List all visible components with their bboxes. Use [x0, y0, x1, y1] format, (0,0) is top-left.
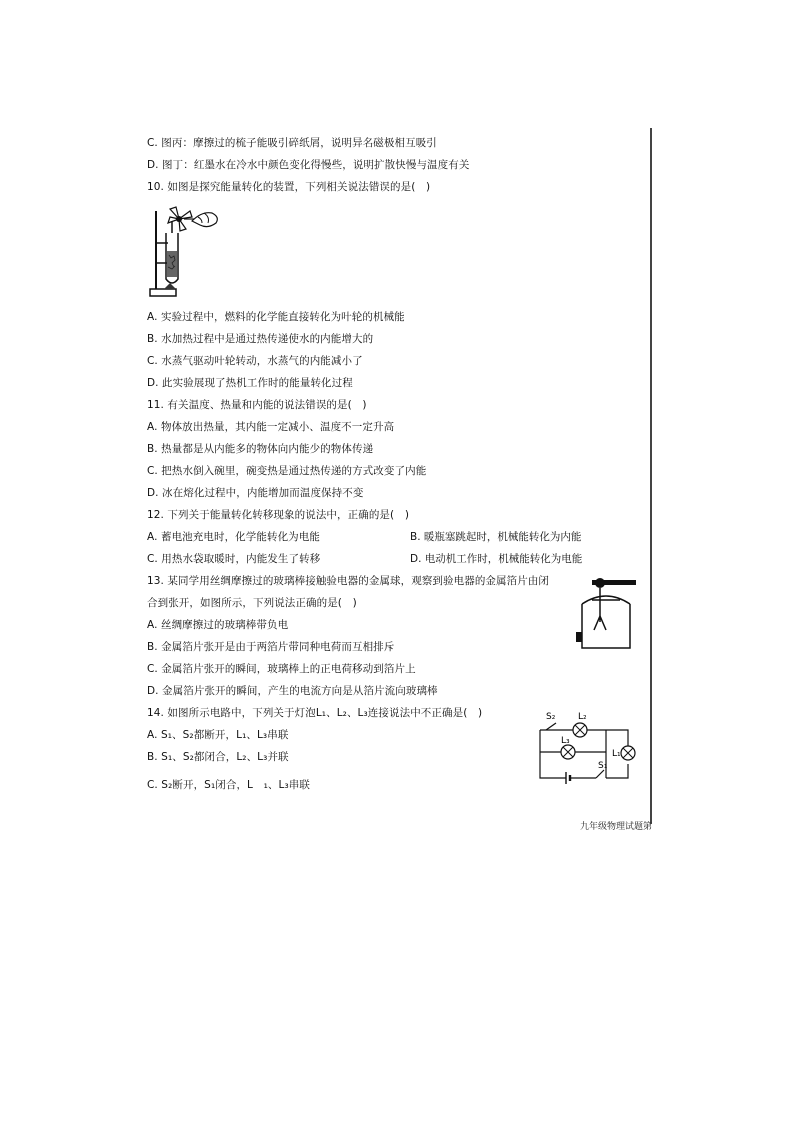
q13-option-d: D. 金属箔片张开的瞬间，产生的电流方向是从箔片流向玻璃棒 — [147, 685, 438, 697]
page-divider-line — [650, 128, 652, 824]
q11-option-a: A. 物体放出热量，其内能一定减小、温度不一定升高 — [147, 421, 395, 433]
q12-option-d: D. 电动机工作时，机械能转化为电能 — [410, 553, 583, 565]
q12-option-c: C. 用热水袋取暖时，内能发生了转移 — [147, 553, 321, 565]
q13-figure-electroscope — [572, 572, 644, 652]
q10-figure-steam-turbine — [146, 203, 226, 299]
q12-option-b: B. 暖瓶塞跳起时，机械能转化为内能 — [410, 531, 582, 543]
q11-stem: 11. 有关温度、热量和内能的说法错误的是( ) — [147, 399, 367, 411]
q11-option-b: B. 热量都是从内能多的物体向内能少的物体传递 — [147, 443, 374, 455]
q14-figure-circuit — [532, 706, 644, 788]
circuit-label-l2: L₂ — [578, 712, 587, 722]
q10-option-c: C. 水蒸气驱动叶轮转动，水蒸气的内能减小了 — [147, 355, 363, 367]
q14-option-c: C. S₂断开，S₁闭合，L ₁、L₃串联 — [147, 779, 310, 791]
q11-option-c: C. 把热水倒入碗里，碗变热是通过热传递的方式改变了内能 — [147, 465, 427, 477]
circuit-label-l1: L₁ — [612, 749, 621, 759]
q14-option-b: B. S₁、S₂都闭合，L₂、L₃并联 — [147, 751, 289, 763]
q13-stem-line2: 合到张开，如图所示，下列说法正确的是( ) — [147, 597, 357, 609]
q10-stem: 10. 如图是探究能量转化的装置，下列相关说法错误的是( ) — [147, 181, 431, 193]
circuit-label-s2: S₂ — [546, 712, 556, 722]
q13-option-b: B. 金属箔片张开是由于两箔片带同种电荷而互相排斥 — [147, 641, 395, 653]
circuit-label-s1: S₁ — [598, 761, 608, 771]
q11-option-d: D. 冰在熔化过程中，内能增加而温度保持不变 — [147, 487, 364, 499]
page-footer: 九年级物理试题第 — [580, 822, 653, 832]
q10-option-d: D. 此实验展现了热机工作时的能量转化过程 — [147, 377, 353, 389]
q14-option-a: A. S₁、S₂都断开，L₁、L₃串联 — [147, 729, 289, 741]
q9-option-c: C. 图丙：摩擦过的梳子能吸引碎纸屑，说明异名磁极相互吸引 — [147, 137, 437, 149]
q10-option-b: B. 水加热过程中是通过热传递使水的内能增大的 — [147, 333, 374, 345]
q13-option-a: A. 丝绸摩擦过的玻璃棒带负电 — [147, 619, 289, 631]
q12-option-a: A. 蓄电池充电时，化学能转化为电能 — [147, 531, 320, 543]
q13-stem-line1: 13. 某同学用丝绸摩擦过的玻璃棒接触验电器的金属球，观察到验电器的金属箔片由闭 — [147, 575, 550, 587]
q12-stem: 12. 下列关于能量转化转移现象的说法中，正确的是( ) — [147, 509, 410, 521]
q10-option-a: A. 实验过程中，燃料的化学能直接转化为叶轮的机械能 — [147, 311, 405, 323]
q14-stem: 14. 如图所示电路中，下列关于灯泡L₁、L₂、L₃连接说法中不正确是( ) — [147, 707, 483, 719]
circuit-label-l3: L₃ — [561, 736, 570, 746]
q9-option-d: D. 图丁：红墨水在冷水中颜色变化得慢些，说明扩散快慢与温度有关 — [147, 159, 470, 171]
q13-option-c: C. 金属箔片张开的瞬间，玻璃棒上的正电荷移动到箔片上 — [147, 663, 416, 675]
